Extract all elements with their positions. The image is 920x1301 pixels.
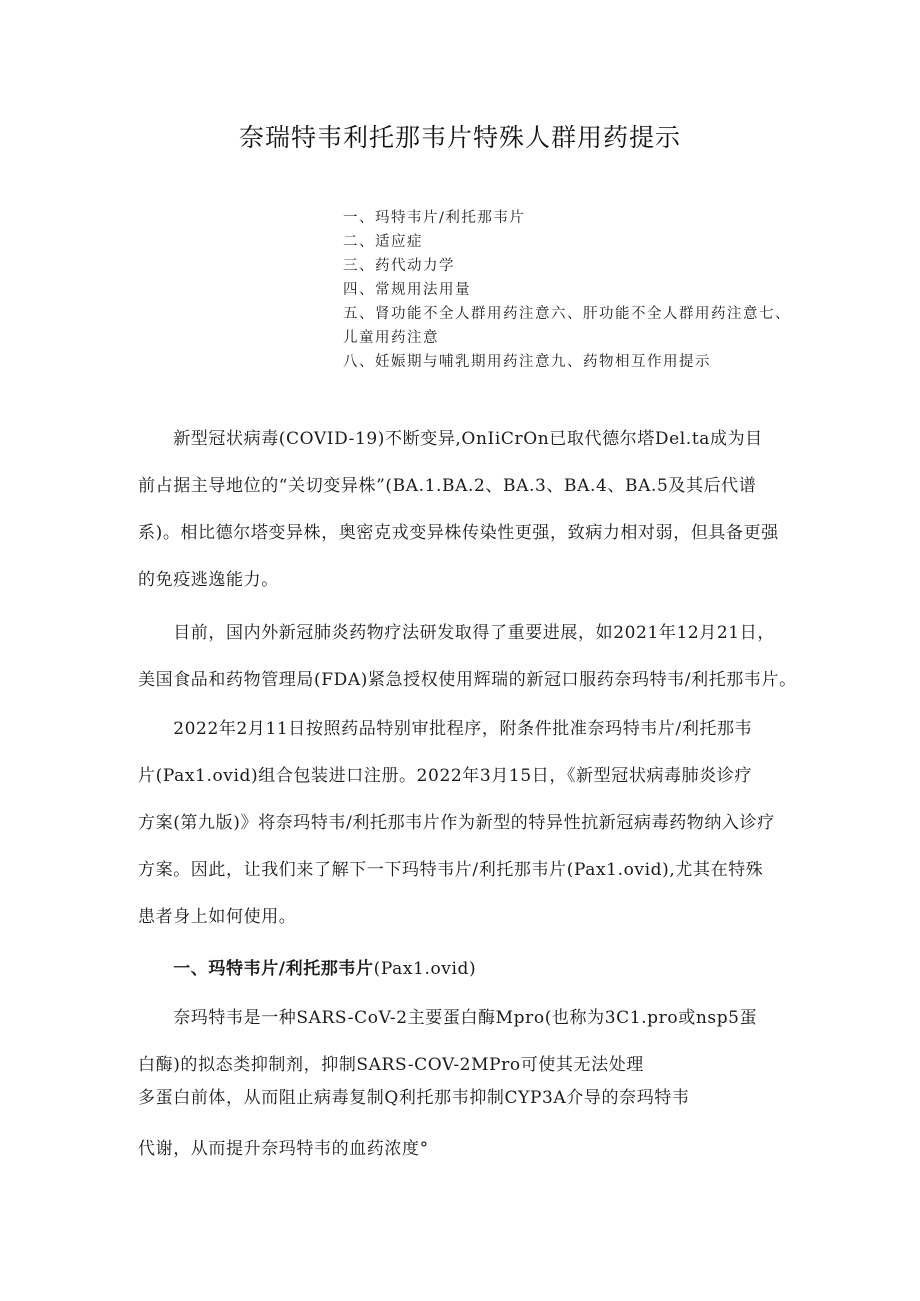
section-heading-1 [138, 946, 828, 993]
text-line: 目前，国内外新冠肺炎药物疗法研发取得了重要进展，如2021年12月21日， [138, 623, 775, 643]
paragraph-mechanism [138, 995, 828, 1089]
paragraph-mechanism-end [138, 1134, 828, 1164]
paragraph-mechanism-cont [138, 1083, 828, 1113]
heading-suffix: (Pax1.ovid) [373, 959, 477, 979]
toc-item: 四、常规用法用量 [343, 282, 471, 298]
table-of-contents [343, 206, 843, 374]
toc-item: 二、适应症 [343, 234, 423, 250]
text-line: 白酶)的拟态类抑制剂，抑制SARS-COV-2MPro可使其无法处理 [138, 1055, 644, 1075]
paragraph-approval [138, 706, 828, 941]
text-line: 多蛋白前体，从而阻止病毒复制Q利托那韦抑制CYP3A介导的奈玛特韦 [138, 1088, 690, 1108]
document-title: 奈瑞特韦利托那韦片特殊人群用药提示 [238, 123, 681, 152]
paragraph-drug-progress [138, 610, 828, 704]
heading-text: 一、玛特韦片/利托那韦片 [138, 959, 374, 979]
text-line: 的免疫逃逸能力。 [138, 570, 279, 590]
toc-item: 八、妊娠期与哺乳期用药注意九、药物相互作用提示 [343, 354, 711, 370]
text-line: 美国食品和药物管理局(FDA)紧急授权使用辉瑞的新冠口服药奈玛特韦/利托那韦片。 [138, 670, 797, 690]
text-line: 2022年2月11日按照药品特别审批程序，附条件批准奈玛特韦片/利托那韦 [138, 719, 753, 739]
text-line: 新型冠状病毒(COVID-19)不断变异,OnIiCrOn已取代德尔塔Del.ta成为目 [138, 429, 763, 449]
text-line: 系)。相比德尔塔变异株，奥密克戎变异株传染性更强，致病力相对弱，但具备更强 [138, 523, 779, 543]
text-line: 方案(第九版)》将奈玛特韦/利托那韦片作为新型的特异性抗新冠病毒药物纳入诊疗 [138, 813, 775, 833]
text-line: 患者身上如何使用。 [138, 907, 297, 927]
text-line: 奈玛特韦是一种SARS-CoV-2主要蛋白酶Mpro(也称为3C1.pro或nsp5蛋 [138, 1008, 758, 1028]
toc-item: 一、玛特韦片/利托那韦片 [343, 210, 526, 226]
toc-item: 五、肾功能不全人群用药注意六、肝功能不全人群用药注意七、 [343, 306, 791, 322]
text-line: 代谢，从而提升奈玛特韦的血药浓度° [138, 1139, 429, 1159]
toc-item: 三、药代动力学 [343, 258, 455, 274]
toc-item: 儿童用药注意 [343, 330, 439, 346]
paragraph-variants [138, 416, 828, 604]
text-line: 前占据主导地位的“关切变异株”(BA.1.BA.2、BA.3、BA.4、BA.5及其后代谱 [138, 476, 757, 496]
text-line: 方案。因此，让我们来了解下一下玛特韦片/利托那韦片(Pax1.ovid),尤其在特殊 [138, 860, 764, 880]
text-line: 片(Pax1.ovid)组合包装进口注册。2022年3月15日，《新型冠状病毒肺炎诊疗 [138, 766, 753, 786]
